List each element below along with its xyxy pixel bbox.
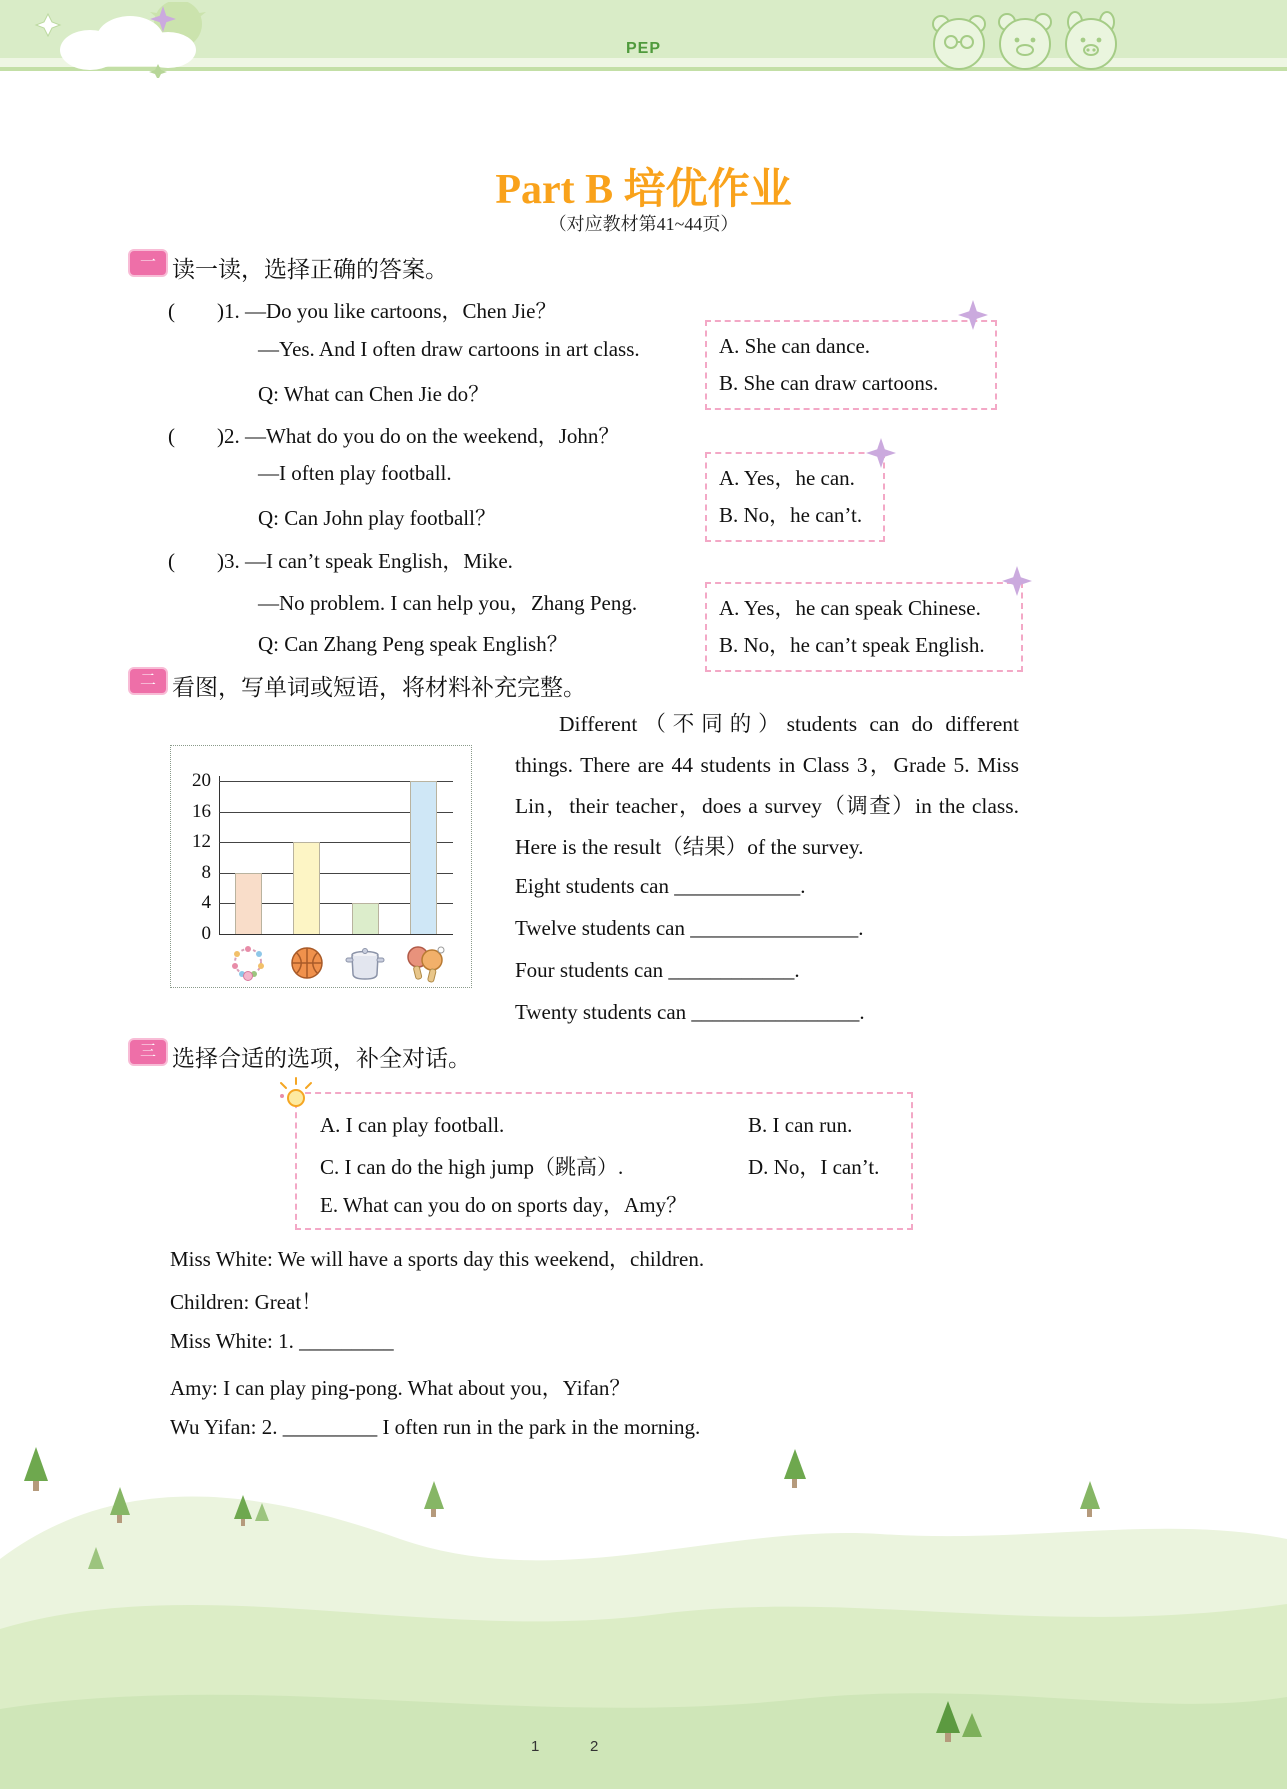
section-three-badge: 三 xyxy=(128,1038,168,1066)
ping-pong-icon xyxy=(402,942,446,984)
chart-ytick-label: 16 xyxy=(192,800,211,822)
section-two-heading: 看图，写单词或短语，将材料补充完整。 xyxy=(172,675,586,700)
answer-blank: ( )2. xyxy=(168,424,245,448)
bar-chart xyxy=(170,745,472,988)
question-line: —Yes. And I often draw cartoons in art class. xyxy=(258,337,640,361)
section-three-heading: 选择合适的选项，补全对话。 xyxy=(172,1046,471,1071)
chart-ytick-label: 12 xyxy=(192,831,211,853)
chart-ytick-label: 20 xyxy=(192,770,211,791)
question-line: Q: Can Zhang Peng speak English？ xyxy=(258,632,568,656)
bar-basketball xyxy=(293,842,320,934)
answer-options-box xyxy=(705,320,997,410)
answer-options-box xyxy=(705,452,885,542)
star-decoration-icon xyxy=(150,6,176,32)
dialogue-line: Children: Great！ xyxy=(170,1290,323,1314)
dialogue-line: Miss White: 1. _________ xyxy=(170,1329,394,1353)
chart-ytick-label: 8 xyxy=(201,861,211,883)
chart-y-axis xyxy=(219,776,220,934)
option-b: B. No，he can’t. xyxy=(719,503,863,527)
section-two-badge: 二 xyxy=(128,667,168,695)
option-a: A. Yes，he can. xyxy=(719,466,855,490)
bar-cooking-pot xyxy=(352,903,379,934)
option-b: B. No，he can’t speak English. xyxy=(719,633,985,657)
animal-mascots-icon xyxy=(925,8,1125,74)
question-line: Q: Can John play football？ xyxy=(258,506,496,530)
basketball-icon xyxy=(285,942,329,984)
bar-necklace xyxy=(235,873,262,934)
option-b: B. She can draw cartoons. xyxy=(719,371,939,395)
dialogue-line: Miss White: We will have a sports day this weekend，children. xyxy=(170,1247,705,1271)
page-number-1: 1 xyxy=(531,1738,540,1755)
sparkle-star-icon xyxy=(1002,566,1032,596)
sparkle-star-icon xyxy=(866,438,896,468)
fill-line: Eight students can ____________. xyxy=(515,874,806,898)
footer-hills xyxy=(0,1429,1287,1789)
answer-blank: ( )1. xyxy=(168,299,245,323)
section-one-heading: 读一读，选择正确的答案。 xyxy=(172,257,448,282)
chart-x-axis xyxy=(219,934,453,935)
answer-blank: ( )3. xyxy=(168,549,245,573)
reading-paragraph: Different（不同的）students can do different things. There are 44 students in Class 3，Grade 5. Miss Lin，their teacher，does a survey（调查）in the class. Here is the result（结果）of the survey. xyxy=(515,712,1019,859)
page-number-2: 2 xyxy=(590,1738,599,1755)
question-line: —No problem. I can help you，Zhang Peng. xyxy=(258,591,638,615)
dialogue-option: E. What can you do on sports day，Amy？ xyxy=(320,1193,688,1217)
page-subtitle: （对应教材第41~44页） xyxy=(548,214,739,234)
section-one-badge: 一 xyxy=(128,249,168,277)
dialogue-option: A. I can play football. xyxy=(320,1113,505,1137)
dialogue-option: C. I can do the high jump（跳高）. xyxy=(320,1155,624,1179)
dialogue-option: D. No，I can’t. xyxy=(748,1155,880,1179)
question-line: —I often play football. xyxy=(258,461,452,485)
fill-line: Twenty students can ________________. xyxy=(515,1000,865,1024)
brand-pep: PEP xyxy=(625,40,661,57)
necklace-icon xyxy=(226,942,270,984)
bar-ping-pong xyxy=(410,781,437,934)
question-line: Q: What can Chen Jie do？ xyxy=(258,382,490,406)
page-title: Part B 培优作业 xyxy=(495,167,792,213)
dialogue-line: Wu Yifan: 2. _________ I often run in the park in the morning. xyxy=(170,1415,701,1439)
sparkle-star-icon xyxy=(958,300,988,330)
fill-line: Twelve students can ________________. xyxy=(515,916,864,940)
dialogue-option: B. I can run. xyxy=(748,1113,853,1137)
cooking-pot-icon xyxy=(343,942,387,984)
chart-ytick-label: 4 xyxy=(201,892,211,914)
question-line: —I can’t speak English，Mike. xyxy=(245,549,513,573)
firework-decoration-icon xyxy=(272,1072,314,1114)
option-a: A. Yes，he can speak Chinese. xyxy=(719,596,981,620)
dialogue-line: Amy: I can play ping-pong. What about you，Yifan？ xyxy=(170,1376,631,1400)
option-a: A. She can dance. xyxy=(719,334,871,358)
question-line: —What do you do on the weekend，John？ xyxy=(245,424,620,448)
question-line: —Do you like cartoons，Chen Jie？ xyxy=(245,299,557,323)
fill-line: Four students can ____________. xyxy=(515,958,800,982)
answer-options-box xyxy=(705,582,1023,672)
chart-ytick-label: 0 xyxy=(201,923,211,944)
header-band xyxy=(0,0,1287,78)
